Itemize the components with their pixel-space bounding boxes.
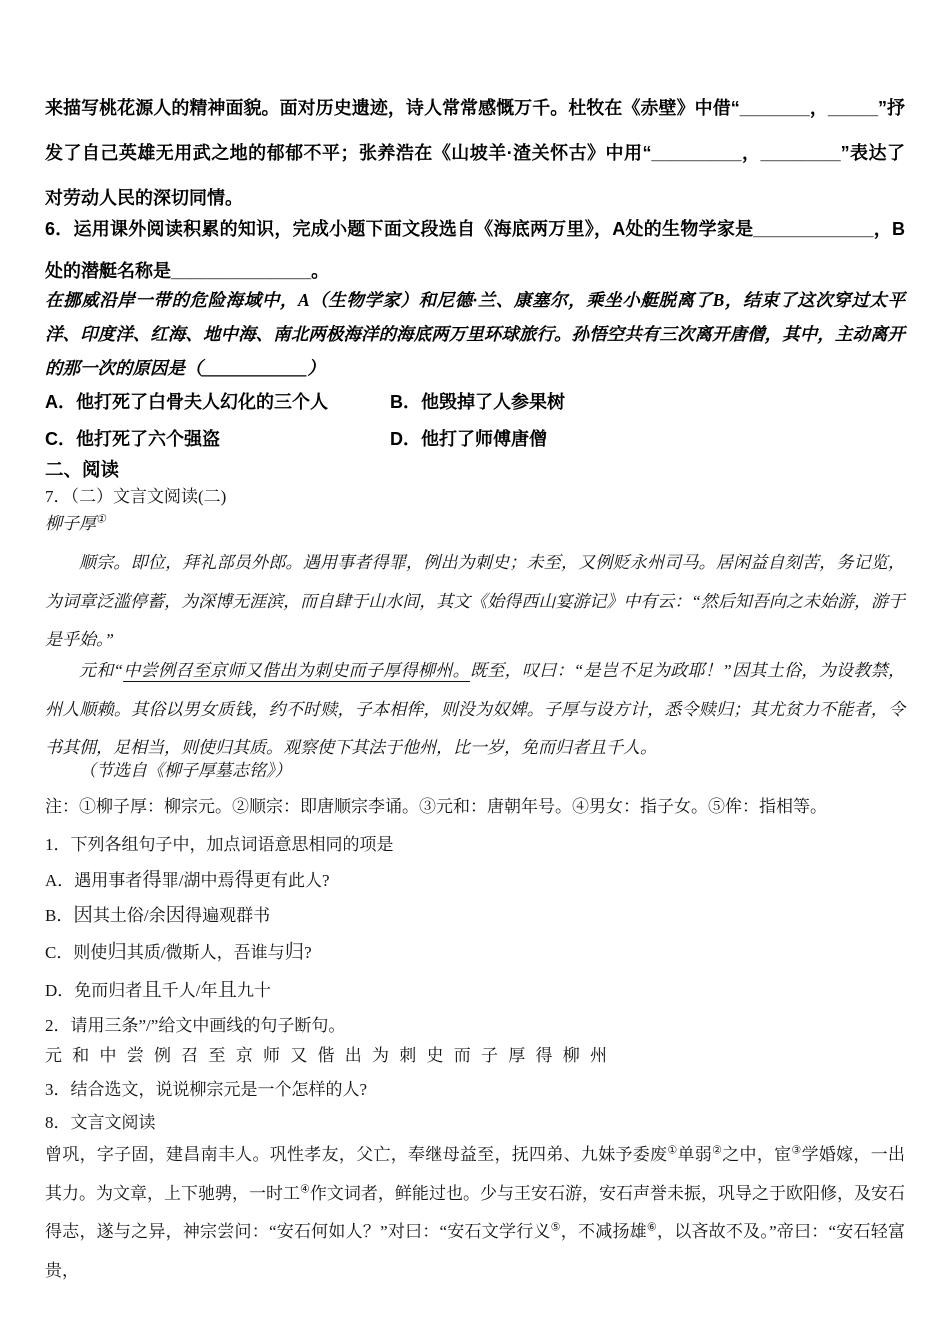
passage-title-liuzihou: 柳子厚① xyxy=(45,513,106,533)
passage-source-line: （节选自《柳子厚墓志铭》） xyxy=(79,761,292,780)
question-6-stem: 6．运用课外阅读积累的知识，完成小题下面文段选自《海底两万里》，A处的生物学家是____________，B处的潜艇名称是______________。 xyxy=(45,219,905,281)
q7-sub1-stem: 1．下列各组句子中，加点词语意思相同的项是 xyxy=(45,835,394,854)
question-8-number-line: 8．文言文阅读 xyxy=(45,1113,156,1132)
liu-passage-paragraph-1: 顺宗。即位，拜礼部员外郎。遇用事者得罪，例出为刺史；未至，又例贬永州司马。居闲益自刻苦，务记览，为词章泛滥停蓄，为深博无涯滨，而自肆于山水间，其文《始得西山宴游记》中有云：“然后知吾向之未始游，游于是乎始。” xyxy=(45,553,905,649)
q7-sub1-option-b: B．因其土俗/余因得遍观群书 xyxy=(45,905,271,926)
q7-sub2-stem: 2．请用三条”/”给文中画线的句子断句。 xyxy=(45,1016,346,1035)
question-6-options xyxy=(45,384,905,458)
q7-sub1-option-c: C．则使归其质/微斯人，吾谁与归? xyxy=(45,942,312,963)
option-row xyxy=(45,384,905,421)
q7-sub3-stem: 3．结合选文，说说柳宗元是一个怎样的人? xyxy=(45,1080,368,1099)
passage-notes-line: 注：①柳子厚：柳宗元。②顺宗：即唐顺宗李诵。③元和：唐朝年号。④男女：指子女。⑤侔：指相等。 xyxy=(45,797,827,816)
q6-option-d: D．他打了师傅唐僧 xyxy=(390,429,547,449)
q6-option-c: C．他打死了六个强盗 xyxy=(45,429,220,449)
question-7-number-line: 7．（二）文言文阅读(二) xyxy=(45,487,227,506)
liu-passage-paragraph-2: 元和“中尝例召至京师又偕出为刺史而子厚得柳州。既至，叹曰：“是岂不足为政耶！”因其土俗，为设教禁，州人顺赖。其俗以男女质钱，约不时赎，子本相侔，则没为奴婢。子厚与设方计，悉令赎归；其尤贫力不能者，令书其佣，足相当，则使归其质。观察使下其法于他州，比一岁，免而归者且千人。 xyxy=(45,661,905,757)
q7-sub1-option-d: D．免而归者且千人/年且九十 xyxy=(45,980,272,1001)
question-6-passage: 在挪威沿岸一带的危险海域中，A（生物学家）和尼德·兰、康塞尔，乘坐小艇脱离了B，结束了这次穿过太平洋、印度洋、红海、地中海、南北两极海洋的海底两万里环球旅行。孙悟空共有三次离开唐僧，其中，主动离开的那一次的原因是（____________） xyxy=(45,290,905,378)
zenggong-passage-paragraph: 曾巩，字子固，建昌南丰人。巩性孝友，父亡，奉继母益至，抚四弟、九妹予委废①单弱②之中，宦③学婚嫁，一出其力。为文章，上下驰骋，一时工④作文词者，鲜能过也。少与王安石游，安石声誉未振，巩导之于欧阳修，及安石得志，遂与之异，神宗尝问：“安石何如人？”对曰：“安石文学行义⑤，不减扬雄⑥，以吝故不及。”帝曰：“安石轻富贵， xyxy=(45,1144,906,1280)
q6-option-a: A．他打死了白骨夫人幻化的三个人 xyxy=(45,392,328,412)
q7-sub2-sentence-to-punctuate: 元 和 中 尝 例 召 至 京 师 又 偕 出 为 刺 史 而 子 厚 得 柳 州 xyxy=(45,1046,607,1065)
q7-sub1-option-a: A．遇用事者得罪/湖中焉得更有此人? xyxy=(45,870,330,891)
option-row xyxy=(45,421,905,458)
q6-option-b: B．他毁掉了人参果树 xyxy=(390,392,565,412)
dictation-paragraph: 来描写桃花源人的精神面貌。面对历史遗迹，诗人常常感慨万千。杜牧在《赤壁》中借“_______，_____”抒发了自己英雄无用武之地的郁郁不平；张养浩在《山坡羊·渣关怀古》中用“_________，________”表达了对劳动人民的深切同情。 xyxy=(45,98,905,208)
section-two-heading: 二、阅读 xyxy=(45,459,120,480)
